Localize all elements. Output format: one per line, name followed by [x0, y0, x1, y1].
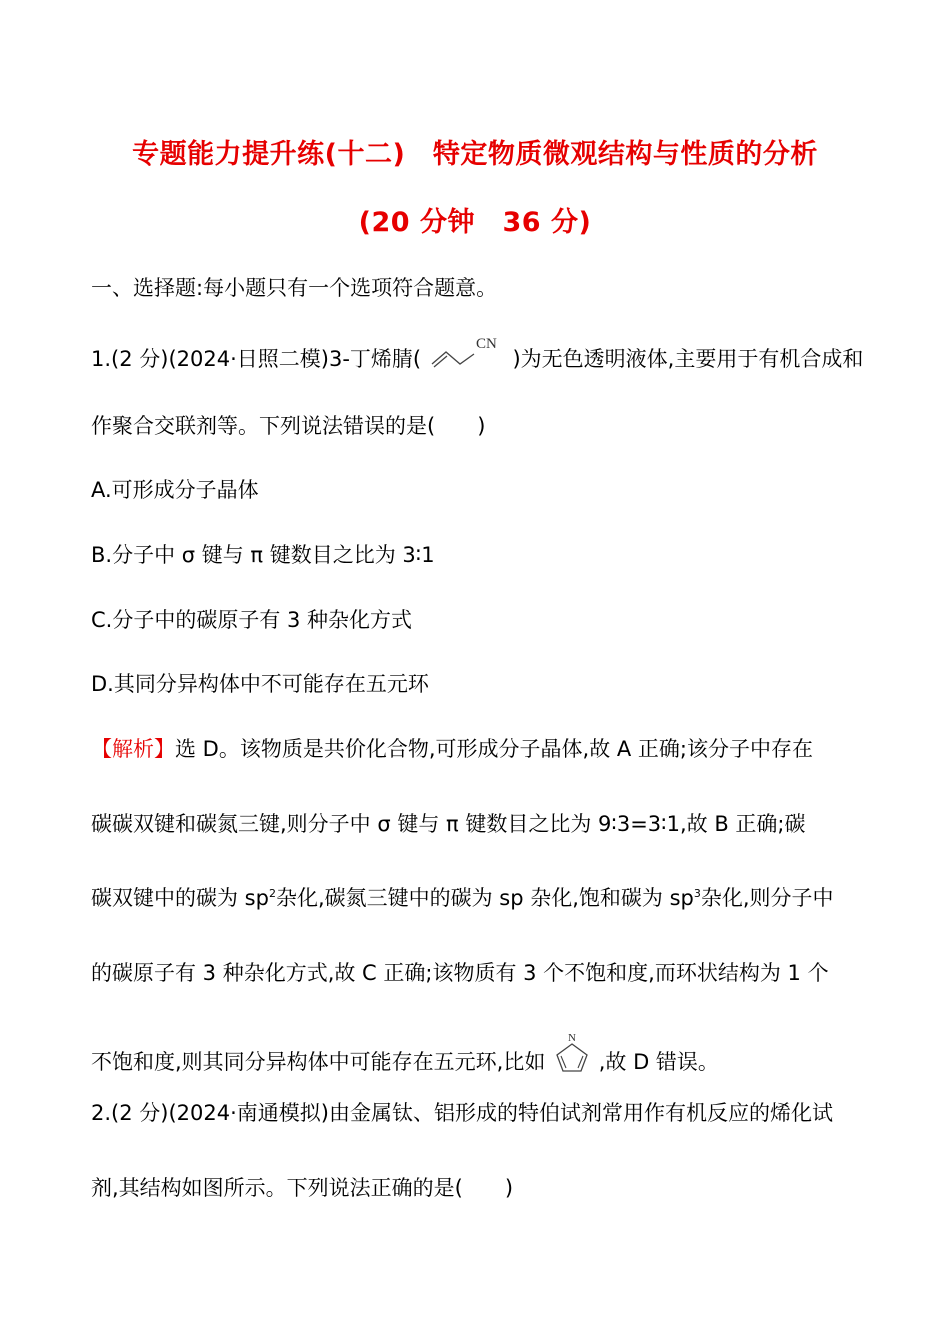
q1-option-d: D.其同分异构体中不可能存在五元环	[91, 672, 429, 696]
analysis-text-3a: 碳双键中的碳为 sp	[91, 886, 269, 910]
butenenitrile-skeleton-icon	[428, 334, 506, 374]
q2-line-1: 2.(2 分)(2024·南通模拟)由金属钛、铝形成的特伯试剂常用作有机反应的烯化试	[91, 1101, 833, 1125]
q2-line-2: 剂,其结构如图所示。下列说法正确的是( )	[91, 1176, 514, 1200]
five-membered-ring-icon	[552, 1031, 592, 1075]
q1-line-1	[91, 336, 864, 380]
q1-option-b: B.分子中 σ 键与 π 键数目之比为 3∶1	[91, 543, 435, 567]
q1-line-2: 作聚合交联剂等。下列说法错误的是( )	[91, 414, 486, 438]
analysis-tag: 【解析】	[91, 737, 175, 761]
analysis-text-3b: 杂化,碳氮三键中的碳为 sp 杂化,饱和碳为 sp	[275, 886, 694, 910]
q1-intro-a: 1.(2 分)(2024·日照二模)3-丁烯腈(	[91, 347, 422, 371]
q1-analysis-line-4: 的碳原子有 3 种杂化方式,故 C 正确;该物质有 3 个不饱和度,而环状结构为 1 个	[91, 961, 829, 985]
q1-option-c: C.分子中的碳原子有 3 种杂化方式	[91, 608, 413, 632]
q1-analysis-line-3	[91, 884, 834, 912]
pyrrole-structure	[552, 1031, 592, 1075]
cn-label: CN	[475, 336, 497, 352]
q1-analysis-line-5	[91, 1032, 719, 1085]
page-subtitle-time: (20 分钟 36 分)	[358, 207, 592, 238]
butenenitrile-structure	[428, 334, 506, 374]
analysis-text-5a: 不饱和度,则其同分异构体中可能存在五元环,比如	[91, 1050, 546, 1074]
analysis-text-1: 选 D。该物质是共价化合物,可形成分子晶体,故 A 正确;该分子中存在	[175, 737, 813, 761]
analysis-text-3c: 杂化,则分子中	[700, 886, 834, 910]
section-heading: 一、选择题:每小题只有一个选项符合题意。	[91, 276, 498, 300]
q1-intro-b: )为无色透明液体,主要用于有机合成和	[512, 347, 864, 371]
page-title: 专题能力提升练(十二) 特定物质微观结构与性质的分析	[132, 139, 818, 170]
ring-n-label: N	[568, 1032, 576, 1044]
analysis-text-5b: ,故 D 错误。	[598, 1050, 719, 1074]
sp3-superscript: 3	[693, 887, 701, 900]
sp2-superscript: 2	[268, 887, 276, 900]
q1-analysis-line-2: 碳碳双键和碳氮三键,则分子中 σ 键与 π 键数目之比为 9∶3=3∶1,故 B 正确;碳	[91, 812, 806, 836]
q1-option-a: A.可形成分子晶体	[91, 478, 259, 502]
q1-analysis-line-1	[91, 735, 813, 763]
